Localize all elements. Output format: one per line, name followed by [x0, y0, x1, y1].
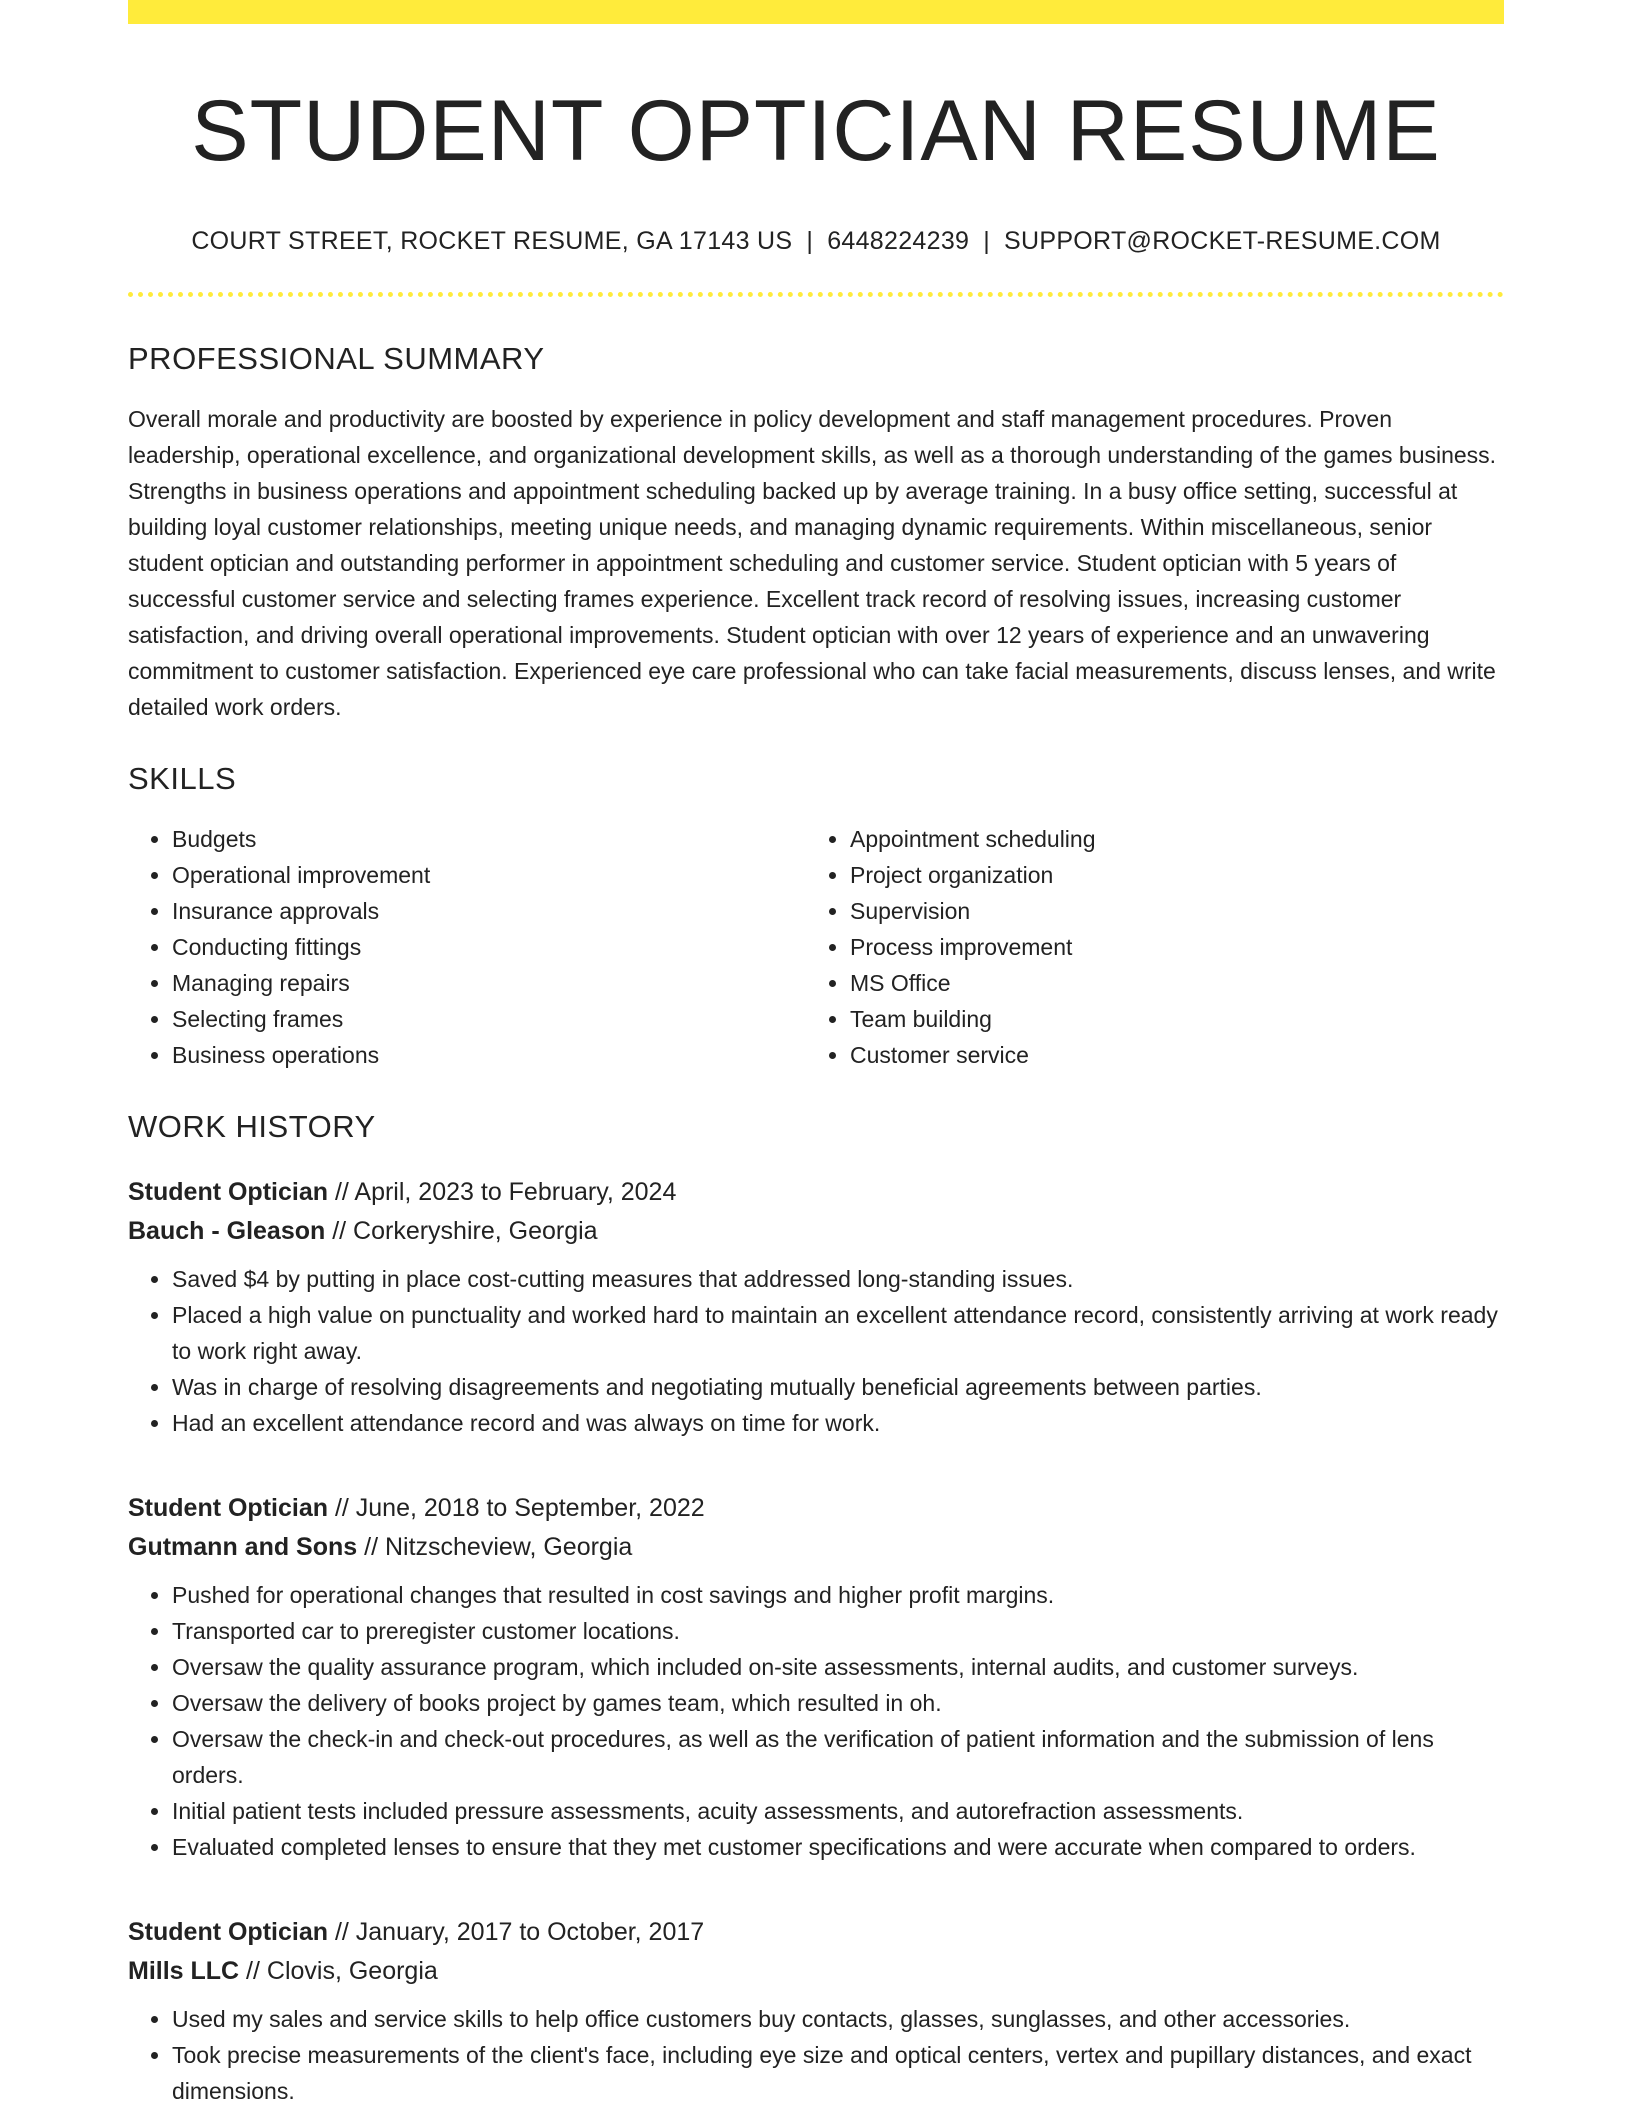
skill-item: • Operational improvement	[172, 857, 806, 893]
job-dates: // January, 2017 to October, 2017	[328, 1918, 705, 1947]
accent-top-bar	[128, 0, 1504, 24]
skill-item: • Project organization	[850, 857, 1484, 893]
job-company: Gutmann and Sons	[128, 1533, 358, 1562]
skill-item: • MS Office	[850, 965, 1484, 1001]
job-bullet: • Saved $4 by putting in place cost-cutting measures that addressed long-standing issues.	[172, 1261, 1504, 1297]
contact-separator: |	[983, 227, 991, 256]
job-bullet: • Evaluated completed lenses to ensure that they met customer specifications and were accurate when compared to orders.	[172, 1829, 1504, 1865]
skill-item: • Supervision	[850, 893, 1484, 929]
contact-phone: 6448224239	[827, 227, 970, 256]
job-title-line	[128, 1173, 1504, 1212]
job-bullet: • Took precise measurements of the client's face, including eye size and optical centers, vertex and pupillary distances, and exact dimensions.	[172, 2037, 1504, 2109]
job-location: // Nitzscheview, Georgia	[357, 1533, 633, 1562]
job-entry	[128, 1913, 1504, 2109]
dotted-divider	[128, 292, 1504, 297]
skill-item: • Selecting frames	[172, 1001, 806, 1037]
skills-list	[128, 821, 1504, 1073]
job-title-line	[128, 1913, 1504, 1952]
job-dates: // April, 2023 to February, 2024	[328, 1178, 677, 1207]
job-bullets	[128, 2001, 1504, 2109]
job-location: // Corkeryshire, Georgia	[325, 1217, 598, 1246]
job-bullet: • Placed a high value on punctuality and worked hard to maintain an excellent attendance record, consistently arriving at work ready to work right away.	[172, 1297, 1504, 1369]
job-entry	[128, 1173, 1504, 1441]
job-company-line	[128, 1528, 1504, 1567]
job-company: Mills LLC	[128, 1957, 240, 1986]
resume-page	[128, 0, 1504, 2109]
job-title: Student Optician	[128, 1918, 328, 1947]
page-title: STUDENT OPTICIAN RESUME	[191, 83, 1441, 179]
job-title-line	[128, 1489, 1504, 1528]
skill-item: • Conducting fittings	[172, 929, 806, 965]
job-bullet: • Transported car to preregister customer locations.	[172, 1613, 1504, 1649]
job-bullet: • Oversaw the quality assurance program, which included on-site assessments, internal audits, and customer surveys.	[172, 1649, 1504, 1685]
skill-item: • Managing repairs	[172, 965, 806, 1001]
skill-item: • Appointment scheduling	[850, 821, 1484, 857]
work-history-heading: WORK HISTORY	[128, 1109, 376, 1145]
skill-item: • Business operations	[172, 1037, 806, 1073]
job-bullet: • Oversaw the check-in and check-out procedures, as well as the verification of patient information and the submission of lens orders.	[172, 1721, 1504, 1793]
contact-address: COURT STREET, ROCKET RESUME, GA 17143 US	[191, 227, 793, 256]
skill-item: • Process improvement	[850, 929, 1484, 965]
skill-item: • Customer service	[850, 1037, 1484, 1073]
job-bullet: • Oversaw the delivery of books project by games team, which resulted in oh.	[172, 1685, 1504, 1721]
job-bullet: • Had an excellent attendance record and was always on time for work.	[172, 1405, 1504, 1441]
contact-email: SUPPORT@ROCKET-RESUME.COM	[1004, 227, 1441, 256]
job-bullet: • Pushed for operational changes that resulted in cost savings and higher profit margins.	[172, 1577, 1504, 1613]
skills-heading: SKILLS	[128, 761, 237, 797]
job-dates: // June, 2018 to September, 2022	[328, 1494, 705, 1523]
contact-line	[128, 227, 1504, 256]
skills-column-right	[806, 821, 1484, 1073]
job-bullets	[128, 1577, 1504, 1865]
skill-item: • Insurance approvals	[172, 893, 806, 929]
summary-heading: PROFESSIONAL SUMMARY	[128, 341, 545, 377]
job-company: Bauch - Gleason	[128, 1217, 326, 1246]
job-title: Student Optician	[128, 1494, 328, 1523]
job-company-line	[128, 1952, 1504, 1991]
summary-text: Overall morale and productivity are boosted by experience in policy development and staff management procedures. Proven leadership, operational excellence, and organizational development skills, as well as a thorough understanding of the games business. Strengths in business operations and appointment scheduling backed up by average training. In a busy office setting, successful at building loyal customer relationships, meeting unique needs, and managing dynamic requirements. Within miscellaneous, senior student optician and outstanding performer in appointment scheduling and customer service. Student optician with 5 years of successful customer service and selecting frames experience. Excellent track record of resolving issues, increasing customer satisfaction, and driving overall operational improvements. Student optician with over 12 years of experience and an unwavering commitment to customer satisfaction. Experienced eye care professional who can take facial measurements, discuss lenses, and write detailed work orders.	[128, 406, 1497, 721]
skills-column-left	[128, 821, 806, 1073]
job-location: // Clovis, Georgia	[239, 1957, 438, 1986]
job-company-line	[128, 1212, 1504, 1251]
job-bullets	[128, 1261, 1504, 1441]
job-title: Student Optician	[128, 1178, 328, 1207]
job-bullet: • Used my sales and service skills to help office customers buy contacts, glasses, sunglasses, and other accessories.	[172, 2001, 1504, 2037]
job-bullet: • Initial patient tests included pressure assessments, acuity assessments, and autorefraction assessments.	[172, 1793, 1504, 1829]
skill-item: • Team building	[850, 1001, 1484, 1037]
job-entry	[128, 1489, 1504, 1865]
skill-item: • Budgets	[172, 821, 806, 857]
job-bullet: • Was in charge of resolving disagreements and negotiating mutually beneficial agreements between parties.	[172, 1369, 1504, 1405]
contact-separator: |	[806, 227, 814, 256]
